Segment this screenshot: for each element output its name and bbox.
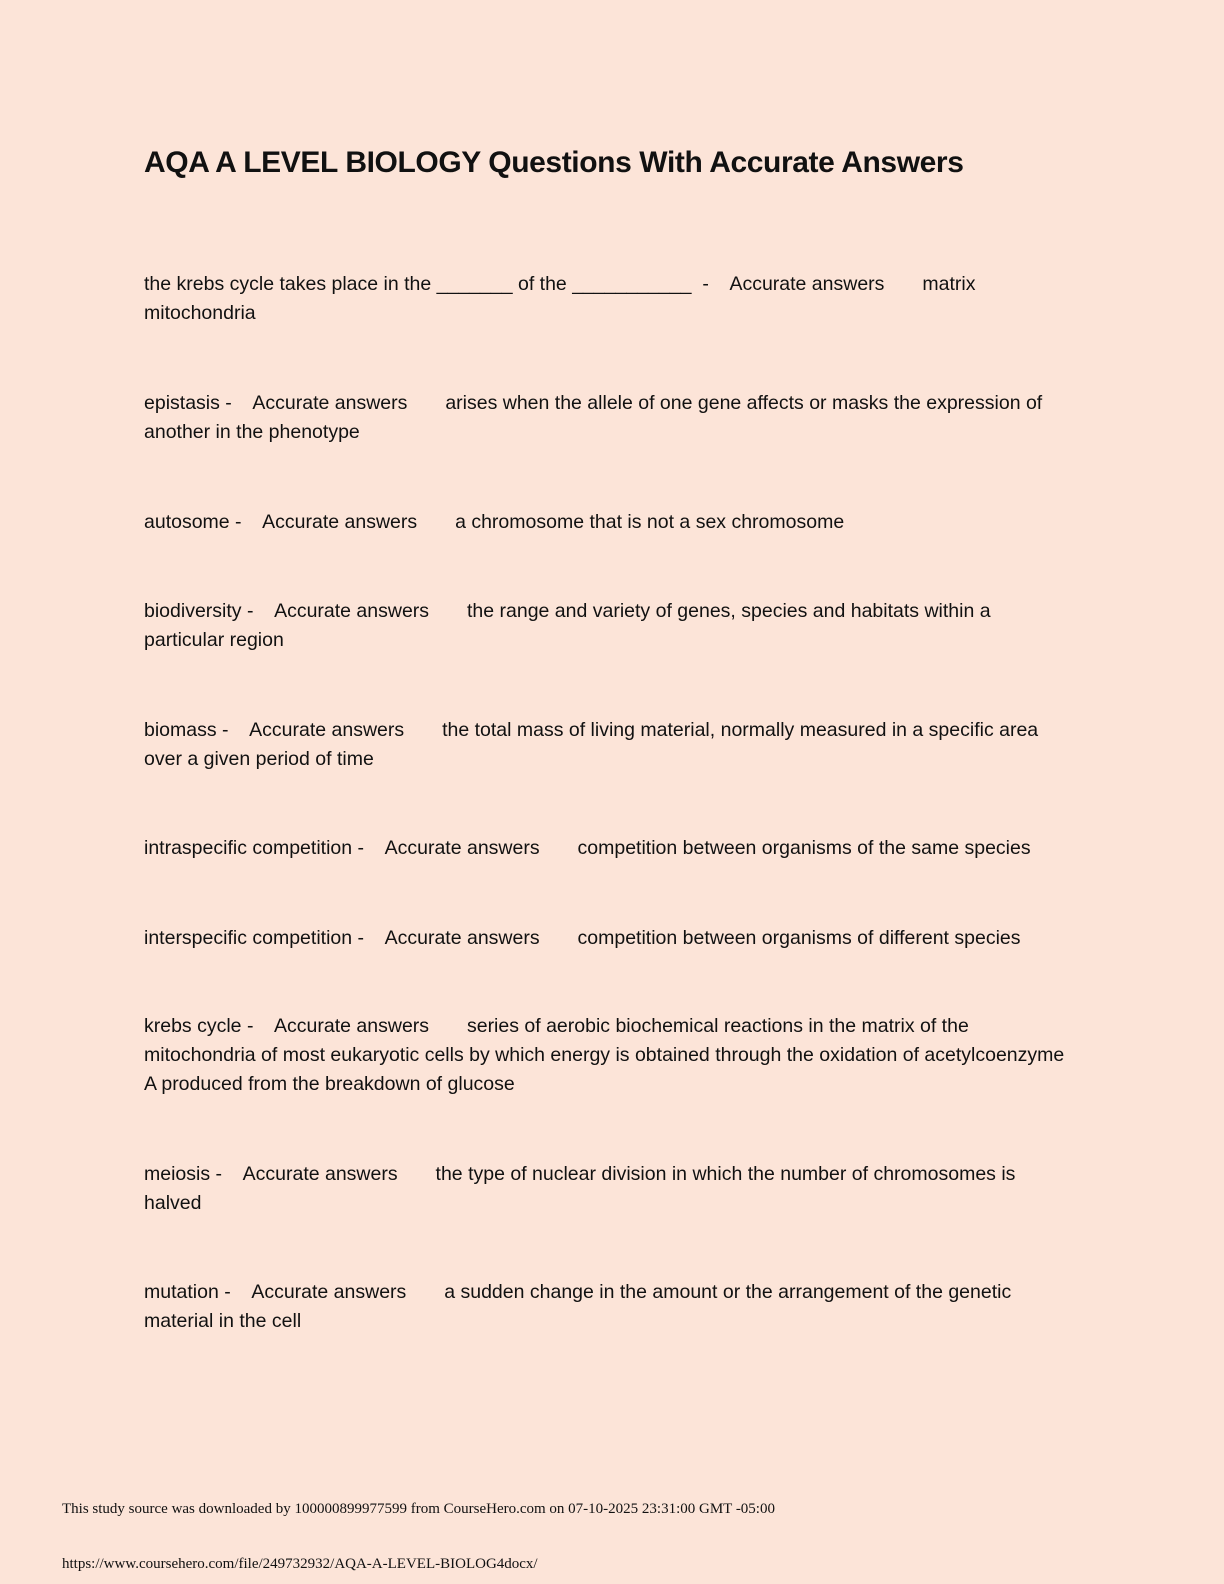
qa-entry: biodiversity - Accurate answers the range and variety of genes, species and habitats within a particular region [144,600,991,651]
entry-definition: a sudden change in the amount or the arrangement of the genetic material in the cell [144,1281,1012,1332]
qa-entry: krebs cycle - Accurate answers series of aerobic biochemical reactions in the matrix of the mitochondria of most eukaryotic cells by which energy is obtained through the oxidation of acetylcoenzyme A produced from the breakdown of glucose [144,1015,1065,1095]
answer-label: Accurate answers [242,1163,398,1185]
qa-entry: interspecific competition - Accurate answers competition between organisms of different species [144,927,1021,949]
qa-entry: biomass - Accurate answers the total mass of living material, normally measured in a specific area over a given period of time [144,719,1039,770]
entry-term: biomass [144,719,217,741]
entry-term: biodiversity [144,600,242,622]
entry-definition: competition between organisms of different species [577,927,1021,949]
answer-label: Accurate answers [274,1015,430,1037]
entry-term: krebs cycle [144,1015,242,1037]
qa-entry: autosome - Accurate answers a chromosome that is not a sex chromosome [144,511,845,533]
qa-entry: epistasis - Accurate answers arises when the allele of one gene affects or masks the expression of another in the phenotype [144,392,1043,443]
entry-term: meiosis [144,1163,211,1185]
answer-label: Accurate answers [251,1281,407,1303]
entry-term: intraspecific competition [144,837,353,859]
entry-definition: series of aerobic biochemical reactions in the matrix of the mitochondria of most eukaryotic cells by which energy is obtained through the oxidation of acetylcoenzyme A produced from the breakdown of glucose [144,1015,1065,1095]
entry-definition: matrix mitochondria [144,273,976,324]
answer-label: Accurate answers [274,600,430,622]
entry-term: autosome [144,511,230,533]
entry-definition: the range and variety of genes, species and habitats within a particular region [144,600,991,651]
answer-label: Accurate answers [249,719,405,741]
entry-term: mutation [144,1281,219,1303]
answer-label: Accurate answers [729,273,885,295]
answer-label: Accurate answers [252,392,408,414]
entry-definition: the total mass of living material, normally measured in a specific area over a given period of time [144,719,1039,770]
qa-entry: mutation - Accurate answers a sudden change in the amount or the arrangement of the genetic material in the cell [144,1281,1012,1332]
answer-label: Accurate answers [384,927,540,949]
answer-label: Accurate answers [384,837,540,859]
qa-entry: the krebs cycle takes place in the _______ of the ___________ - Accurate answers matrix mitochondria [144,273,976,324]
qa-entry: intraspecific competition - Accurate answers competition between organisms of the same species [144,837,1031,859]
qa-entry: meiosis - Accurate answers the type of nuclear division in which the number of chromosomes is halved [144,1163,1016,1214]
entry-definition: a chromosome that is not a sex chromosome [455,511,845,533]
entry-term: the krebs cycle takes place in the _______ of the ___________ [144,273,692,295]
source-url[interactable]: https://www.coursehero.com/file/249732932/AQA-A-LEVEL-BIOLOG4docx/ [62,1556,538,1572]
document-title: AQA A LEVEL BIOLOGY Questions With Accurate Answers [144,146,964,179]
entry-definition: competition between organisms of the same species [577,837,1031,859]
entry-term: epistasis [144,392,220,414]
entry-definition: arises when the allele of one gene affects or masks the expression of another in the phenotype [144,392,1043,443]
download-notice: This study source was downloaded by 100000899977599 from CourseHero.com on 07-10-2025 23:31:00 GMT -05:00 [62,1501,775,1517]
answer-label: Accurate answers [262,511,418,533]
entry-term: interspecific competition [144,927,353,949]
entry-definition: the type of nuclear division in which the number of chromosomes is halved [144,1163,1016,1214]
